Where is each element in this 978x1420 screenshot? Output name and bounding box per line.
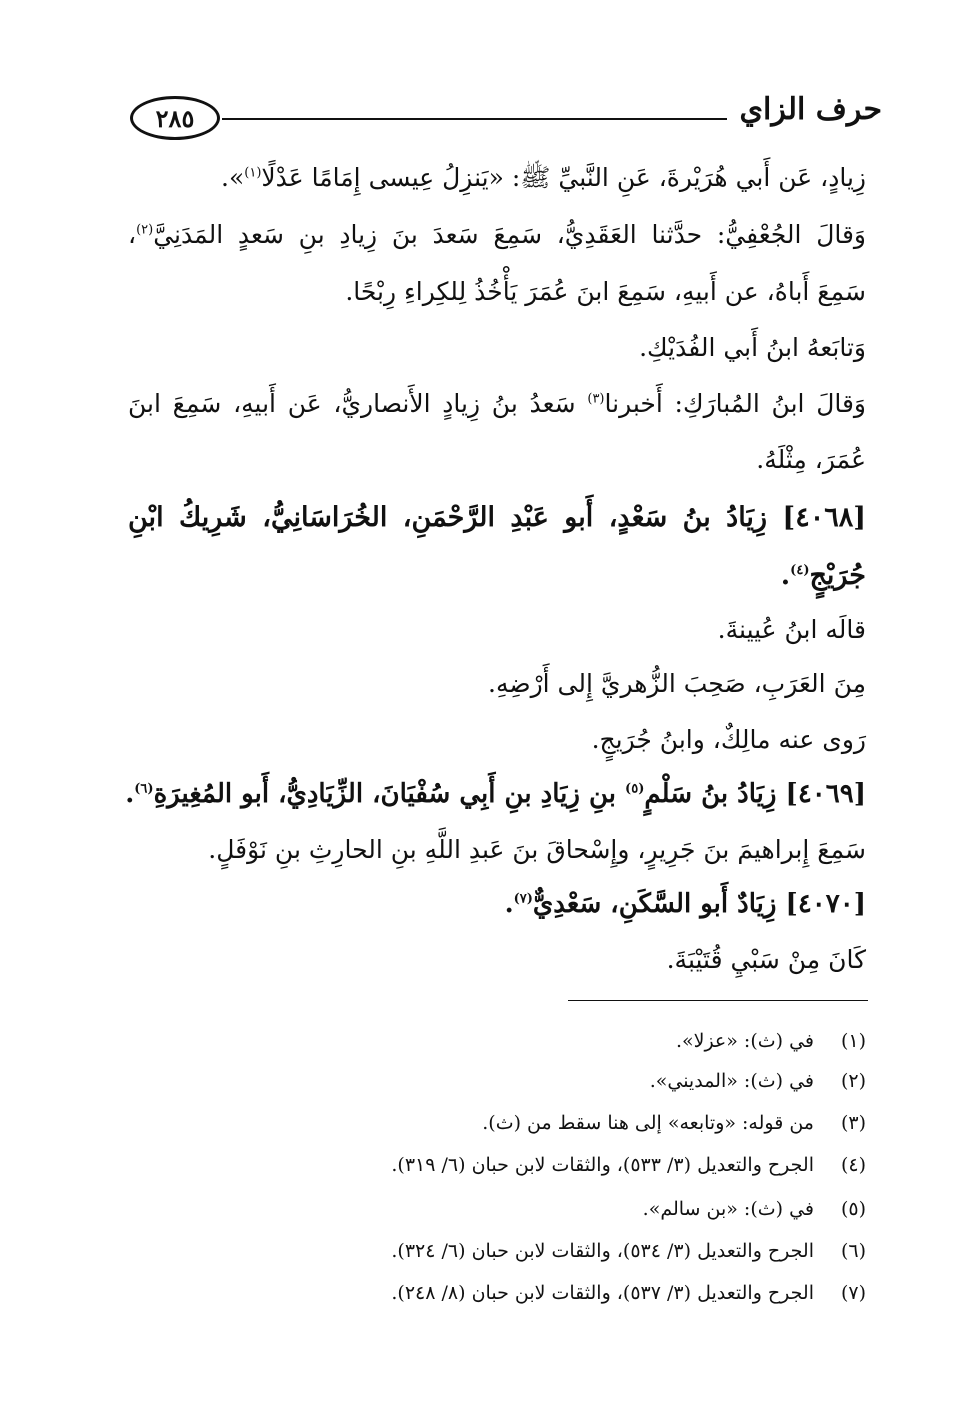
text-span: جُرَيْجٍ [809, 560, 866, 591]
footnote-text: في (ث): «عزلا». [675, 1030, 814, 1052]
footnote-ref: (٧) [513, 891, 533, 907]
footnote-number: (٧) [840, 1282, 866, 1304]
footnote-text: في (ث): «المديني». [649, 1070, 814, 1092]
footnote-4 [128, 1150, 866, 1180]
text-span: ». [221, 163, 245, 192]
entry-heading-4068: [٤٠٦٨] زِيَادُ بنُ سَعْدٍ، أَبو عَبْدِ الرَّحْمَنِ، الخُرَاسَانِيُّ، شَرِيكُ ابْنِ [128, 502, 866, 533]
text-line-4: وَتابَعهُ ابنُ أَبي الفُدَيْكِ. [639, 333, 866, 362]
text-line-6: عُمَرَ، مِثْلَهُ. [756, 445, 866, 474]
footnote-number: (٢) [840, 1070, 866, 1092]
page-number: ٢٨٥ [130, 96, 220, 140]
text-line-11: رَوى عنه مالِكٌ، وابنُ جُرَيجٍ. [591, 725, 866, 754]
text-line-1 [128, 158, 866, 198]
footnote-text: من قوله: «وتابعه» إلى هنا سقط من (ث). [482, 1112, 814, 1134]
text-span: زِيادٍ، عَن أَبي هُرَيْرةَ، عَنِ النَّبيِّ ﷺ: «يَنزِلُ عِيسى إِمَامًا عَدْلًا [261, 163, 866, 192]
text-span: وَقالَ الجُعْفِيُّ: حدَّثنا العَقَدِيُّ، سَمِعَ سَعدَ بنَ زِيادِ بنِ سَعدٍ المَدَنِيَّ [153, 220, 866, 249]
footnote-number: (٦) [840, 1240, 866, 1262]
text-span: ، [128, 220, 137, 249]
footnote-2 [128, 1066, 866, 1096]
footnote-3 [128, 1108, 866, 1138]
footnote-7 [128, 1278, 866, 1308]
header-rule [222, 118, 727, 120]
entry-heading-4068-cont [128, 556, 866, 596]
footnote-ref: (١) [244, 165, 262, 181]
text-span: [٤٠٧٠] زِيَادٌ أَبو السَّكَنِ، سَعْدِيٌّ [532, 889, 866, 919]
footnote-ref: (٤) [790, 563, 810, 578]
chapter-title: حرف الزاي [739, 92, 882, 127]
footnote-5 [128, 1194, 866, 1224]
text-line-15: كَانَ مِنْ سَبْيِ قُتَيْبَةَ. [666, 945, 866, 974]
text-span: سَعدُ بنُ زِيادٍ الأَنصاريُّ، عَن أَبيهِ، سَمِعَ ابنَ [128, 389, 588, 418]
text-line-2 [128, 215, 866, 255]
footnote-number: (٣) [840, 1112, 866, 1134]
text-span: بنِ زِيَادِ بنِ أَبِي سُفْيَانَ، الزِّيَادِيُّ، أَبو المُغِيرَةِ [153, 779, 626, 809]
text-span: . [780, 560, 791, 591]
footnote-number: (١) [840, 1030, 866, 1052]
entry-heading-4069 [125, 774, 866, 814]
footnote-number: (٥) [840, 1198, 866, 1220]
footnote-separator [568, 1000, 868, 1001]
footnote-number: (٤) [840, 1154, 866, 1176]
footnote-ref: (٦) [134, 781, 154, 797]
text-span: . [125, 779, 135, 809]
footnote-ref: (٣) [587, 391, 605, 407]
footnote-text: الجرح والتعديل (٣/ ٥٣٤)، والثقات لابن حبان (٦/ ٣٢٤). [391, 1240, 814, 1262]
text-span: وَقالَ ابنُ المُبارَكِ: أَخبرنا [604, 389, 866, 418]
text-line-5 [128, 384, 866, 424]
page-header [130, 92, 882, 142]
footnote-text: الجرح والتعديل (٣/ ٥٣٣)، والثقات لابن حبان (٦/ ٣١٩). [391, 1154, 814, 1176]
footnote-ref: (٢) [136, 222, 154, 238]
text-line-13: سَمِعَ إِبراهيمَ بنَ جَرِيرٍ، وإِسْحاقَ بنَ عَبدِ اللَّهِ بنِ الحارِثِ بنِ نَوْفَلٍ. [208, 835, 866, 864]
footnote-6 [128, 1236, 866, 1266]
entry-heading-4070 [128, 884, 866, 924]
text-span: [٤٠٦٩] زِيَادُ بنُ سَلْمٍ [644, 779, 866, 809]
footnote-text: في (ث): «بن سالم». [642, 1198, 814, 1220]
footnote-text: الجرح والتعديل (٣/ ٥٣٧)، والثقات لابن حبان (٨/ ٢٤٨). [391, 1282, 814, 1304]
footnote-ref: (٥) [625, 781, 645, 797]
text-span: . [504, 889, 514, 919]
text-line-10: مِنَ العَرَبِ، صَحِبَ الزُّهريَّ إِلى أَرْضِهِ. [488, 669, 866, 698]
footnote-1 [128, 1026, 866, 1056]
text-line-3: سَمِعَ أَباهُ، عن أَبيهِ، سَمِعَ ابنَ عُمَرَ يَأْخُذُ لِلكِراءِ رِبْحًا. [345, 277, 866, 306]
text-line-9: قالَه ابنُ عُيينةَ. [717, 615, 866, 644]
